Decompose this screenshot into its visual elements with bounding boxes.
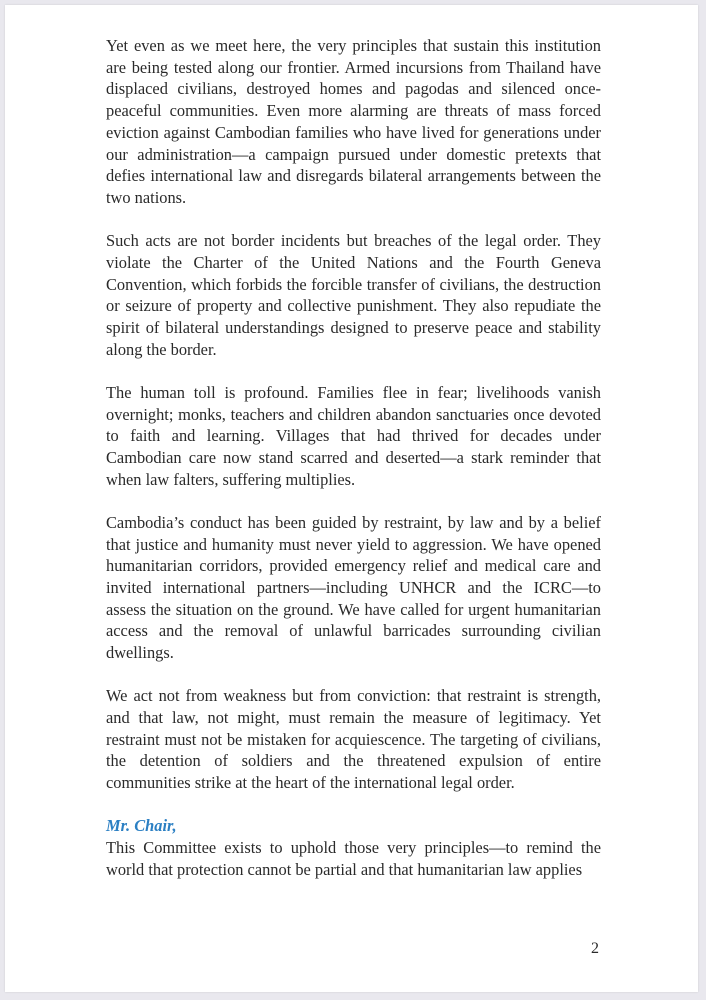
paragraph-frontier: Yet even as we meet here, the very principles that sustain this institution are being tested along our frontier. Armed incursions from Thailand have displaced civilians, destroyed homes and pagodas and silenced once-peaceful communities. Even more alarming are threats of mass forced eviction against Cambodian families who have lived for generations under our administration—a campaign pursued under domestic pretexts that defies international law and disregards bilateral arrangements between the two nations. xyxy=(106,36,601,207)
section-heading: Mr. Chair, xyxy=(106,816,177,836)
paragraph-human-toll: The human toll is profound. Families flee in fear; livelihoods vanish overnight; monks, teachers and children abandon sanctuaries once devoted to faith and learning. Villages that had thrived for decades under Cambodian care now stand scarred and deserted—a stark reminder that when law falters, suffering multiplies. xyxy=(106,382,601,489)
document-page xyxy=(5,5,698,992)
page-content xyxy=(106,35,601,880)
paragraph-legal-breaches: Such acts are not border incidents but breaches of the legal order. They violate the Charter of the United Nations and the Fourth Geneva Convention, which forbids the forcible transfer of civilians, the destruction or seizure of property and collective punishment. They also repudiate the spirit of bilateral understandings designed to preserve peace and stability along the border. xyxy=(106,231,601,359)
page-number: 2 xyxy=(591,940,599,957)
paragraph-committee: This Committee exists to uphold those very principles—to remind the world that protection cannot be partial and that humanitarian law applies xyxy=(106,838,601,879)
paragraph-restraint: We act not from weakness but from conviction: that restraint is strength, and that law, not might, must remain the measure of legitimacy. Yet restraint must not be mistaken for acquiescence. The targeting of civilians, the detention of soldiers and the threatened expulsion of entire communities strike at the heart of the international legal order. xyxy=(106,686,601,793)
paragraph-cambodia-conduct: Cambodia’s conduct has been guided by restraint, by law and by a belief that justice and humanity must never yield to aggression. We have opened humanitarian corridors, provided emergency relief and medical care and invited international partners—including UNHCR and the ICRC—to assess the situation on the ground. We have called for urgent humanitarian access and the removal of unlawful barricades surrounding civilian dwellings. xyxy=(106,512,601,663)
